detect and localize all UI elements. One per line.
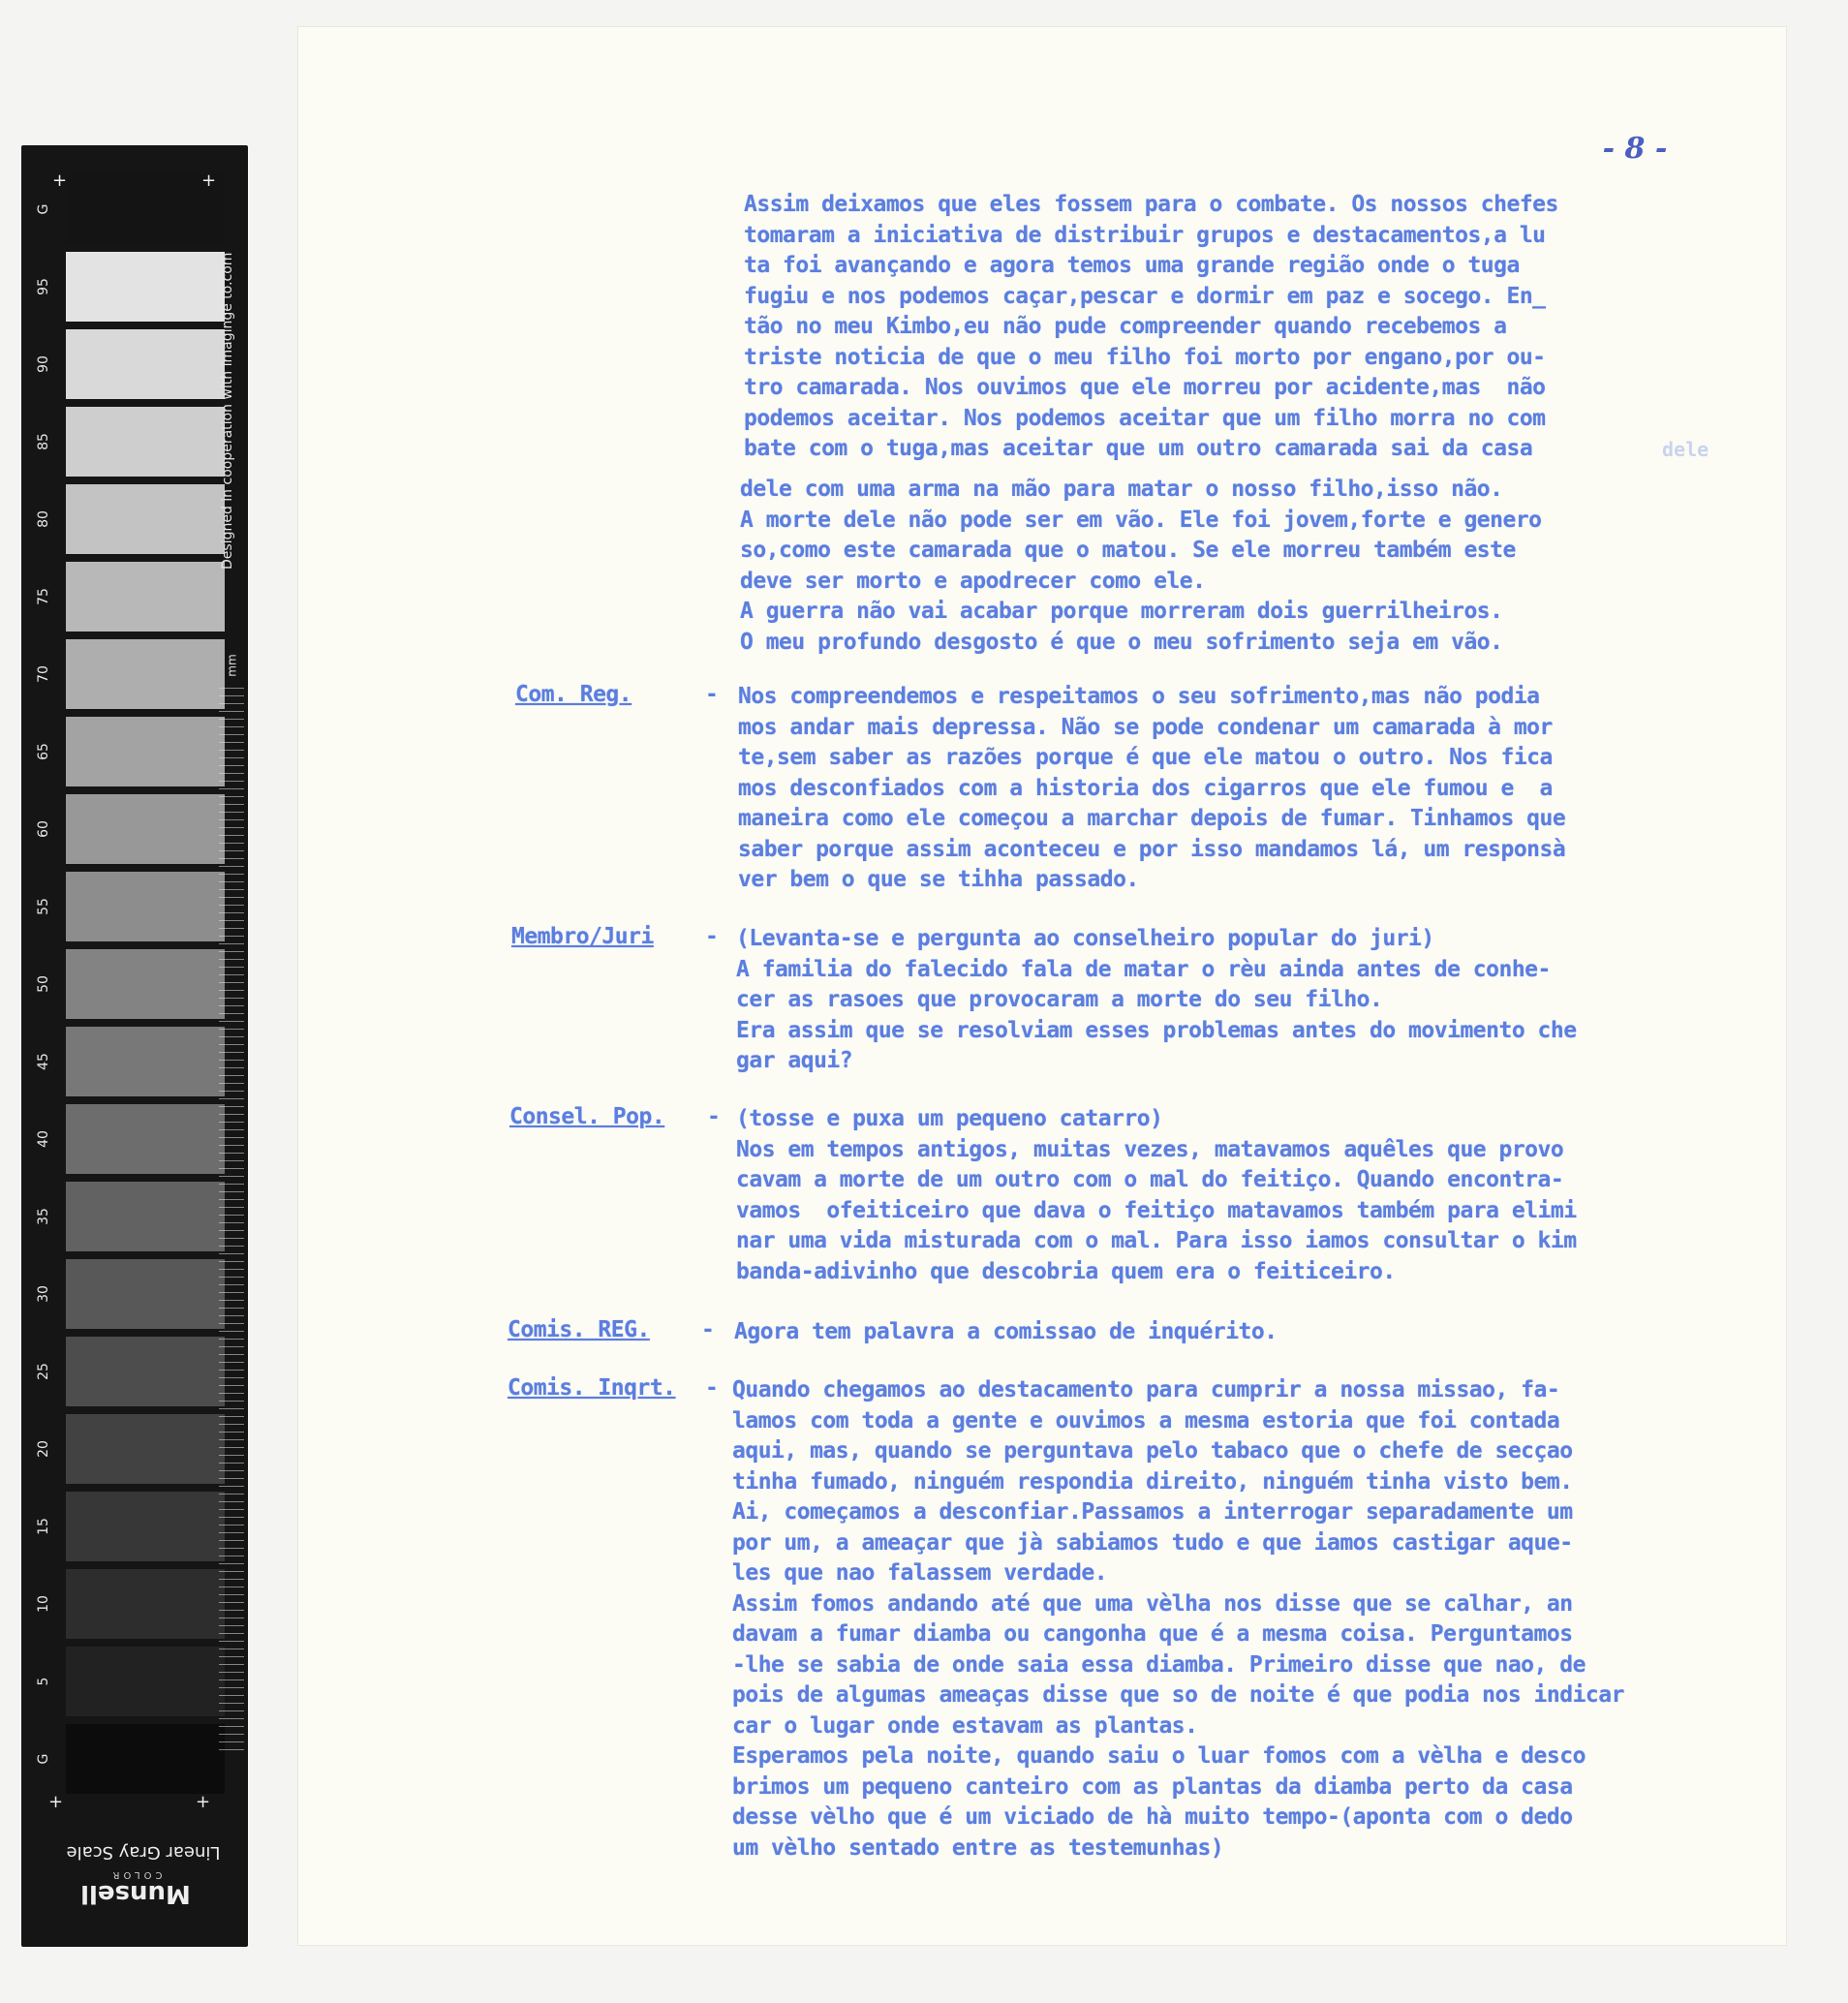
scale-number: 70: [36, 665, 51, 683]
gray-patch: [66, 1259, 225, 1329]
scale-number: 65: [36, 743, 51, 760]
speaker-dash: -: [701, 1317, 715, 1342]
scale-title: Linear Gray Scale: [66, 1842, 221, 1863]
gray-patch: [66, 329, 225, 399]
speech-text: Agora tem palavra a comissao de inquérito.: [734, 1319, 1278, 1344]
speaker-dash: -: [705, 1375, 719, 1401]
scale-number: 90: [36, 355, 51, 373]
gray-patch: [66, 1337, 225, 1406]
gray-patch: [66, 872, 225, 941]
gray-patch: [66, 1182, 225, 1251]
plus-mark-icon: +: [196, 1792, 211, 1812]
speaker-label: Comis. Inqrt.: [508, 1375, 676, 1401]
gray-patch: [66, 407, 225, 477]
gray-patch: [66, 1414, 225, 1484]
scale-number: 20: [36, 1440, 51, 1458]
gray-patch: [66, 717, 225, 786]
scale-number: 55: [36, 898, 51, 915]
gray-patch: [66, 1027, 225, 1096]
scale-number: 25: [36, 1363, 51, 1380]
speech-text: (tosse e puxa um pequeno catarro) Nos em tempos antigos, muitas vezes, matavamos aquêles que provo cavam a morte de um outro com o mal do feitiço. Quando encontra- vamos ofeiticeiro que dava o feitiço matavamos também para elimi nar uma vida misturada com o mal. Para isso iamos consultar o kim banda-adivinho que descobria quem era o feiticeiro.: [736, 1106, 1577, 1284]
scale-number: 30: [36, 1285, 51, 1303]
speech-text: (Levanta-se e pergunta ao conselheiro popular do juri) A familia do falecido fala de matar o rèu ainda antes de conhe- cer as rasoes que provocaram a morte do seu filho. Era assim que se resolviam esses problemas antes do movimento che gar aqui?: [736, 926, 1577, 1073]
gray-patch: [66, 949, 225, 1019]
gray-patch: [66, 484, 225, 554]
scale-number: 15: [36, 1518, 51, 1535]
scale-number: 60: [36, 820, 51, 838]
gray-patch: [66, 1724, 225, 1794]
brand-logo: Munsell: [80, 1879, 191, 1908]
page-number: - 8 -: [1602, 132, 1668, 166]
scale-number: 95: [36, 278, 51, 295]
speaker-label: Consel. Pop.: [509, 1104, 665, 1129]
speaker-dash: -: [707, 1104, 721, 1129]
speech-text: Quando chegamos ao destacamento para cumprir a nossa missao, fa- lamos com toda a gente e ouvimos a mesma estoria que foi contada aqui, mas, quando se perguntava pelo tabaco que o chefe de secçao tinha fumado, ninguém respondia direito, ninguém tinha visto bem. Ai, começamos a desconfiar.Passamos a interrogar separadamente um por um, a ameaçar que jà sabiamos tudo e que iamos castigar aque- les que nao falassem verdade. Assim fomos andando até que uma vèlha nos disse que se calhar, an davam a fumar diamba ou cangonha que é a mesma coisa. Perguntamos -lhe se sabia de onde saia essa diamba. Primeiro disse que nao, de pois de algumas ameaças disse que so de noite é que podia nos indicar car o lugar onde estavam as plantas. Esperamos pela noite, quando saiu o luar fomos com a vèlha e desco brimos um pequeno canteiro com as plantas da diamba perto da casa desse vèlho que é um viciado de hà muito tempo-(aponta com o dedo um vèlho sentado entre as testemunhas): [732, 1377, 1624, 1861]
speaker-dash: -: [705, 924, 719, 949]
speech-text: Nos compreendemos e respeitamos o seu sofrimento,mas não podia mos andar mais depressa. Não se pode condenar um camarada à mor te,sem saber as razões porque é que ele matou o outro. Nos fica mos desconfiados com a historia dos cigarros que ele fumou e a maneira como ele começou a marchar depois de fumar. Tinhamos que saber porque assim aconteceu e por isso mandamos lá, um responsà ver bem o que se tihha passado.: [738, 684, 1566, 892]
gray-patch: [66, 794, 225, 864]
scale-number: 50: [36, 975, 51, 993]
intro-paragraph: Assim deixamos que eles fossem para o combate. Os nossos chefes tomaram a iniciativa de distribuir grupos e destacamentos,a lu ta foi avançando e agora temos uma grande região onde o tuga fugiu e nos podemos caçar,pescar e dormir em paz e socego. En_ tão no meu Kimbo,eu não pude compreender quando recebemos a triste noticia de que o meu filho foi morto por engano,por ou- tro camarada. Nos ouvimos que ele morreu por acidente,mas não podemos aceitar. Nos podemos aceitar que um filho morra no com bate com o tuga,mas aceitar que um outro camarada sai da casa: [744, 192, 1558, 461]
intro-continuation: dele com uma arma na mão para matar o nosso filho,isso não. A morte dele não pode ser em vão. Ele foi jovem,forte e genero so,como este camarada que o matou. Se ele morreu também este deve ser morto e apodrecer como ele. A guerra não vai acabar porque morreram dois guerrilheiros. O meu profundo desgosto é que o meu sofrimento seja em vão.: [740, 477, 1542, 655]
gray-patch: [66, 1647, 225, 1716]
mm-ruler: [219, 688, 244, 1753]
speaker-dash: -: [705, 682, 719, 707]
scale-number: 85: [36, 433, 51, 450]
ghost-text: dele: [1662, 438, 1709, 461]
document-page: [298, 27, 1786, 1945]
scale-number: 80: [36, 510, 51, 528]
gray-patch: [66, 252, 225, 322]
plus-mark-icon: +: [201, 170, 217, 191]
gray-patch: [66, 1569, 225, 1639]
speaker-label: Membro/Juri: [511, 924, 654, 949]
scale-number: 35: [36, 1208, 51, 1225]
scale-number: 75: [36, 588, 51, 605]
scale-number: 10: [36, 1595, 51, 1613]
gray-patch: [66, 1104, 225, 1174]
gray-patch: [66, 562, 225, 632]
gray-patch: [66, 1492, 225, 1561]
speaker-label: Com. Reg.: [515, 682, 632, 707]
plus-mark-icon: +: [48, 1792, 64, 1812]
gray-scale-card: [21, 145, 248, 1947]
mm-label: mm: [225, 654, 239, 677]
scale-number: 40: [36, 1130, 51, 1148]
card-caption-text: Designed in cooperation with imaginge to.com: [220, 252, 235, 570]
brand-sub: COLOR: [108, 1869, 163, 1880]
scale-number: G: [36, 1753, 51, 1765]
scale-number: 45: [36, 1053, 51, 1070]
speaker-label: Comis. REG.: [508, 1317, 650, 1342]
gray-patch: [66, 639, 225, 709]
scale-number: G: [36, 203, 51, 215]
scale-number: 5: [36, 1677, 51, 1686]
plus-mark-icon: +: [52, 170, 68, 191]
